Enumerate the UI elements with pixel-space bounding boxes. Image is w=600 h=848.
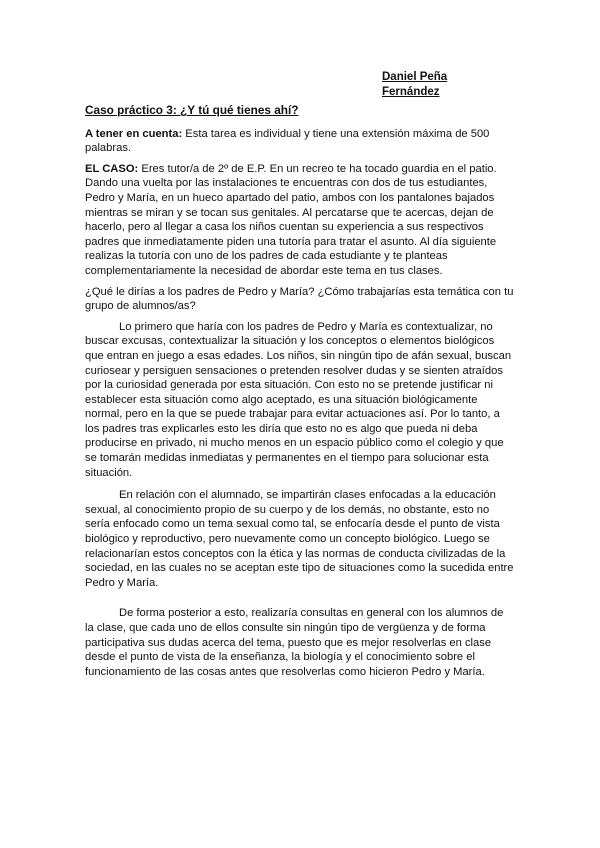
question: ¿Qué le dirías a los padres de Pedro y María? ¿Cómo trabajarías esta temática con tu grupo de alumnos/as?	[85, 285, 514, 313]
note-label: A tener en cuenta:	[85, 127, 183, 140]
case-block	[85, 162, 515, 279]
answer-paragraph-2: En relación con el alumnado, se impartirán clases enfocadas a la educación sexual, al conocimiento propio de su cuerpo y de los demás, no obstante, esto no sería enfocado como un tema sexual como tal, se enfocaría desde el punto de vista biológico y reproductivo, pero nuevamente como un concepto biológico. Luego se relacionarían estos conceptos con la ética y las normas de conducta civilizadas de la sociedad, en las cuales no se aceptan este tipo de situaciones como la sucedida entre Pedro y María.	[85, 489, 514, 589]
case-label: EL CASO:	[85, 162, 139, 175]
document-body	[85, 103, 515, 687]
author-name-line1: Daniel Peña	[382, 71, 448, 83]
note-text: Esta tarea es individual y tiene una extensión máxima de 500 palabras.	[85, 127, 490, 155]
author-name	[382, 70, 447, 100]
answer-paragraph-1: Lo primero que haría con los padres de Pedro y María es contextualizar, no buscar excusas, contextualizar la situación y los conceptos o elementos biológicos que entran en juego a esas edades. Los niños, sin ningún tipo de afán sexual, buscan curiosear y persiguen sensaciones o pretenden resolver dudas y se sienten atraídos por la curiosidad generada por esta situación. Con esto no se pretende justificar ni establecer esta situación como algo aceptado, es una situación biológicamente normal, pero en la que se puede trabajar para evitar actuaciones así. Por lo tanto, a los padres tras explicarles esto les diría que esto no es algo que pueda ni deba producirse en privado, ni mucho menos en un espacio público como el colegio y que se tomarán medidas inmediatas y permanentes en el tiempo para solucionar esta situación.	[85, 320, 512, 479]
case-title: Caso práctico 3: ¿Y tú qué tienes ahí?	[85, 103, 299, 117]
case-text: Eres tutor/a de 2º de E.P. En un recreo te ha tocado guardia en el patio. Dando una vuelta por las instalaciones te encuentras con dos de tus estudiantes, Pedro y María, en un hueco apartado del patio, ambos con los pantalones bajados mientras se miran y se tocan sus genitales. Al percatarse que te acercas, dejan de hacerlo, pero al llegar a casa los niños cuentan su experiencia a sus respectivos padres que inmediatamente piden una tutoría para tratar el asunto. Al día siguiente realizas la tutoría con uno de los padres de cada estudiante y te planteas complementariamente la necesidad de abordar este tema en tus clases.	[85, 162, 497, 277]
answer-paragraph-3: De forma posterior a esto, realizaría consultas en general con los alumnos de la clase, que cada uno de ellos consulte sin ningún tipo de vergüenza y de forma participativa sus dudas acerca del tema, puesto que es mejor resolverlas en clase desde el punto de vista de la enseñanza, la biología y el conocimiento sobre el funcionamiento de las cosas antes que resolverlas como hicieron Pedro y María.	[85, 607, 504, 678]
author-name-line2: Fernández	[382, 86, 440, 98]
note-block	[85, 127, 515, 156]
